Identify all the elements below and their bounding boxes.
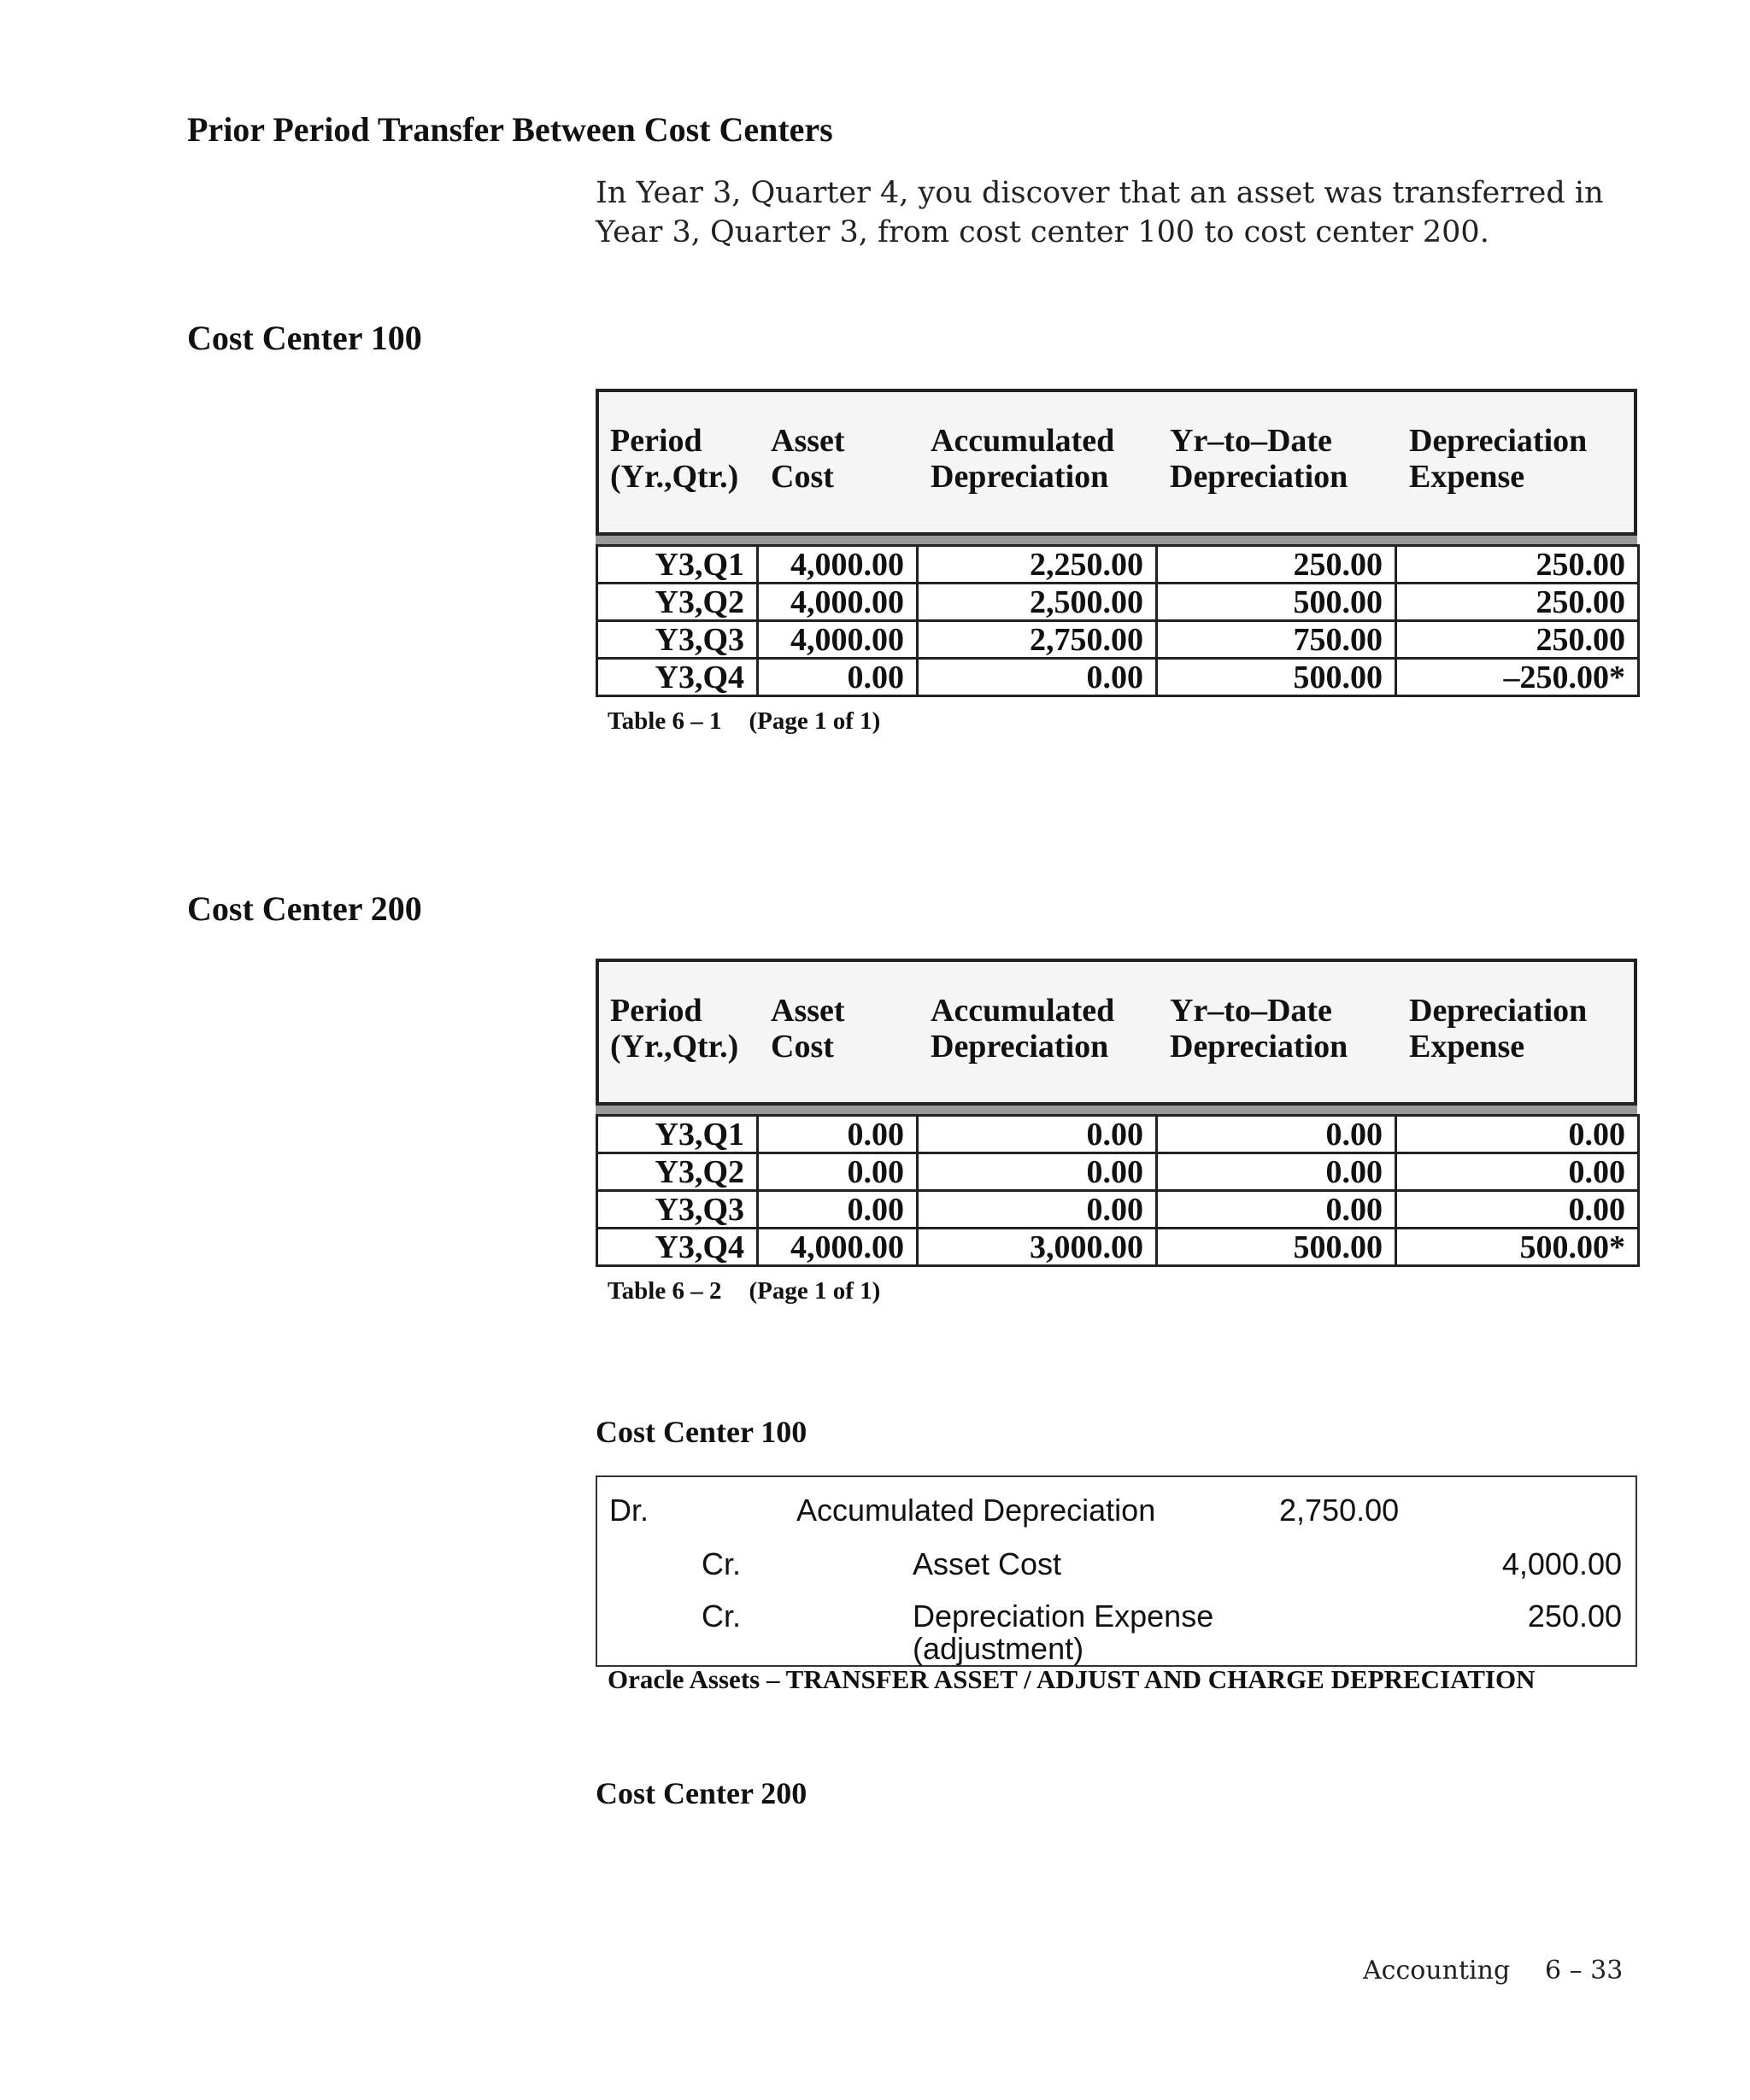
table-row: Y3,Q2 4,000.00 2,500.00 500.00 250.00 <box>597 584 1639 621</box>
header-accumulated-depreciation: Accumulated Depreciation <box>931 423 1115 495</box>
intro-paragraph: In Year 3, Quarter 4, you discover that an asset was transferred in Year 3, Quarter 3, from cost center 100 to cost center 200. <box>596 176 1604 249</box>
table-caption: Table 6 – 1 (Page 1 of 1) <box>608 707 881 735</box>
header-period: Period (Yr.,Qtr.) <box>610 993 739 1065</box>
credit-label: Cr. <box>702 1546 742 1581</box>
header-separator <box>596 536 1637 544</box>
table-row: Y3,Q2 0.00 0.00 0.00 0.00 <box>597 1153 1639 1191</box>
footer-page-number: 6 – 33 <box>1545 1956 1624 1986</box>
section-heading-cc200: Cost Center 200 <box>187 889 422 928</box>
credit-account: Asset Cost <box>913 1546 1062 1581</box>
header-separator <box>596 1106 1637 1114</box>
header-period: Period (Yr.,Qtr.) <box>610 423 739 495</box>
table-row: Y3,Q4 0.00 0.00 500.00 –250.00* <box>597 659 1639 696</box>
table-row: Y3,Q1 0.00 0.00 0.00 0.00 <box>597 1116 1639 1153</box>
credit-label: Cr. <box>702 1598 742 1634</box>
journal-heading-cc200: Cost Center 200 <box>596 1776 807 1810</box>
credit-amount: 4,000.00 <box>1501 1546 1622 1581</box>
footer-section-name: Accounting <box>1363 1956 1511 1986</box>
journal-entry-box <box>596 1475 1637 1667</box>
debit-label: Dr. <box>609 1493 649 1528</box>
table-row: Y3,Q4 4,000.00 3,000.00 500.00 500.00* <box>597 1229 1639 1266</box>
header-ytd-depreciation: Yr–to–Date Depreciation <box>1170 423 1348 495</box>
table-cost-center-100 <box>596 389 1637 736</box>
section-heading-cc100: Cost Center 100 <box>187 319 422 357</box>
header-asset-cost: Asset Cost <box>771 993 845 1065</box>
table-row: Y3,Q3 4,000.00 2,750.00 750.00 250.00 <box>597 621 1639 659</box>
journal-caption: Oracle Assets – TRANSFER ASSET / ADJUST AND CHARGE DEPRECIATION <box>608 1664 1536 1694</box>
table-header <box>596 389 1637 536</box>
page-title: Prior Period Transfer Between Cost Centers <box>187 110 833 149</box>
table-row: Y3,Q3 0.00 0.00 0.00 0.00 <box>597 1191 1639 1229</box>
table-body <box>596 1114 1640 1267</box>
credit-account: Depreciation Expense (adjustment) <box>913 1598 1214 1666</box>
header-accumulated-depreciation: Accumulated Depreciation <box>931 993 1115 1065</box>
credit-amount: 250.00 <box>1527 1598 1622 1634</box>
header-depreciation-expense: Depreciation Expense <box>1409 423 1588 495</box>
table-body <box>596 544 1640 697</box>
table-cost-center-200 <box>596 959 1637 1305</box>
header-asset-cost: Asset Cost <box>771 423 845 495</box>
table-row: Y3,Q1 4,000.00 2,250.00 250.00 250.00 <box>597 546 1639 584</box>
table-caption: Table 6 – 2 (Page 1 of 1) <box>608 1277 881 1305</box>
debit-account: Accumulated Depreciation <box>796 1493 1156 1528</box>
header-depreciation-expense: Depreciation Expense <box>1409 993 1588 1065</box>
table-header <box>596 959 1637 1106</box>
header-ytd-depreciation: Yr–to–Date Depreciation <box>1170 993 1348 1065</box>
debit-amount: 2,750.00 <box>1279 1493 1400 1528</box>
journal-heading-cc100: Cost Center 100 <box>596 1415 807 1449</box>
